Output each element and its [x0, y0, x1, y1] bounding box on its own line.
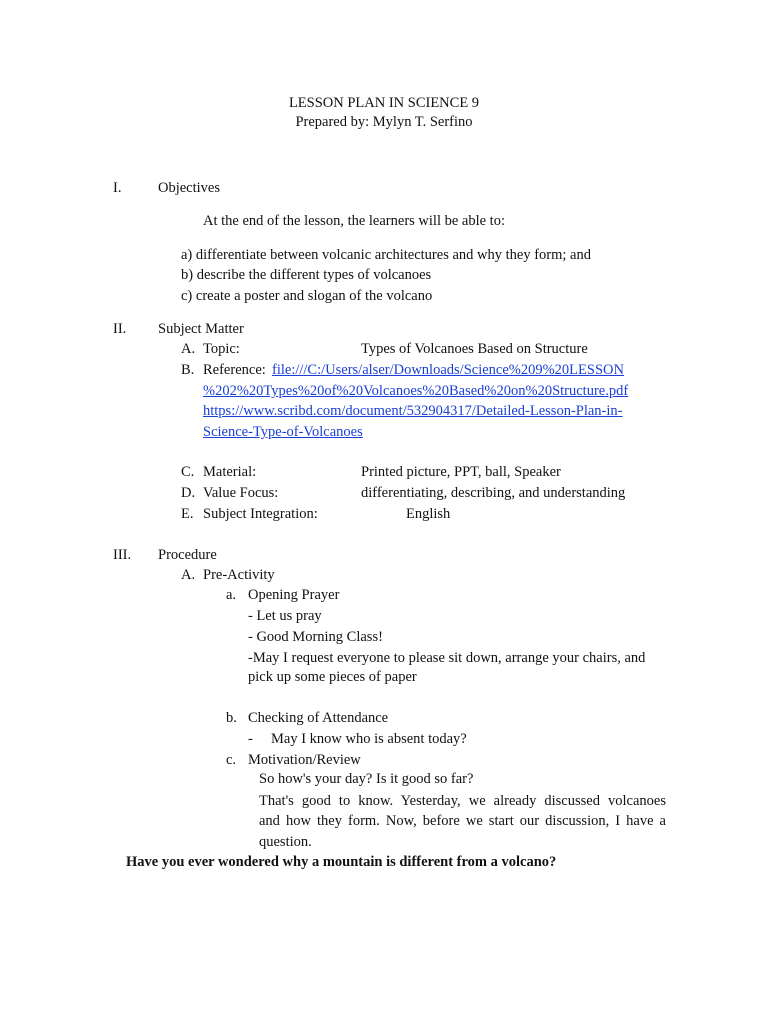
reference-letter: B.: [181, 362, 195, 378]
attendance-letter: b.: [226, 710, 237, 726]
objective-item-b: b) describe the different types of volcanoes: [181, 267, 432, 283]
document-title: LESSON PLAN IN SCIENCE 9: [288, 95, 480, 111]
reference-link-pdf-continued[interactable]: %202%20Types%20of%20Volcanoes%20Based%20on%20Structure.pdf: [203, 383, 629, 399]
value-focus-value: differentiating, describing, and understanding: [361, 485, 626, 501]
attendance-label: Checking of Attendance: [248, 710, 389, 726]
motivation-line: So how's your day? Is it good so far?: [259, 771, 474, 787]
objectives-intro: At the end of the lesson, the learners will be able to:: [203, 213, 505, 229]
material-letter: C.: [181, 464, 195, 480]
reference-label: Reference:: [203, 362, 266, 378]
opening-prayer-line: - Let us pray: [248, 608, 322, 624]
value-focus-letter: D.: [181, 485, 196, 501]
section-heading-procedure: Procedure: [158, 547, 217, 563]
pre-activity-label: Pre-Activity: [203, 567, 275, 583]
section-heading-objectives: Objectives: [158, 180, 221, 196]
motivation-label: Motivation/Review: [248, 752, 361, 768]
topic-label: Topic:: [203, 341, 240, 357]
integration-letter: E.: [181, 506, 194, 522]
reference-link-scribd-continued[interactable]: Science-Type-of-Volcanoes: [203, 424, 363, 440]
attendance-line: May I know who is absent today?: [271, 731, 467, 747]
section-numeral-objectives: I.: [113, 180, 122, 196]
integration-label: Subject Integration:: [203, 506, 318, 522]
objective-item-a: a) differentiate between volcanic architectures and why they form; and: [181, 247, 591, 263]
motivation-line: and how they form. Now, before we start our discussion, I have a: [259, 813, 666, 829]
section-numeral-procedure: III.: [113, 547, 132, 563]
motivation-line: question.: [259, 834, 312, 850]
motivation-letter: c.: [226, 752, 237, 768]
integration-value: English: [406, 506, 451, 522]
topic-value: Types of Volcanoes Based on Structure: [361, 341, 588, 357]
material-label: Material:: [203, 464, 257, 480]
material-value: Printed picture, PPT, ball, Speaker: [361, 464, 561, 480]
section-heading-subject-matter: Subject Matter: [158, 321, 244, 337]
prepared-by: Prepared by: Mylyn T. Serfino: [295, 114, 473, 130]
opening-prayer-letter: a.: [226, 587, 237, 603]
value-focus-label: Value Focus:: [203, 485, 279, 501]
guiding-question: Have you ever wondered why a mountain is different from a volcano?: [126, 854, 557, 870]
reference-link-scribd[interactable]: https://www.scribd.com/document/532904317/Detailed-Lesson-Plan-in-: [203, 403, 623, 419]
topic-letter: A.: [181, 341, 196, 357]
reference-link-pdf[interactable]: file:///C:/Users/alser/Downloads/Science%209%20LESSON: [272, 362, 624, 378]
opening-prayer-line: pick up some pieces of paper: [248, 669, 417, 685]
motivation-line: That's good to know. Yesterday, we already discussed volcanoes: [259, 793, 666, 809]
opening-prayer-line: - Good Morning Class!: [248, 629, 383, 645]
opening-prayer-label: Opening Prayer: [248, 587, 340, 603]
opening-prayer-line: -May I request everyone to please sit down, arrange your chairs, and: [248, 650, 646, 666]
section-numeral-subject-matter: II.: [113, 321, 127, 337]
attendance-dash: -: [248, 731, 253, 747]
objective-item-c: c) create a poster and slogan of the volcano: [181, 288, 433, 304]
pre-activity-letter: A.: [181, 567, 196, 583]
